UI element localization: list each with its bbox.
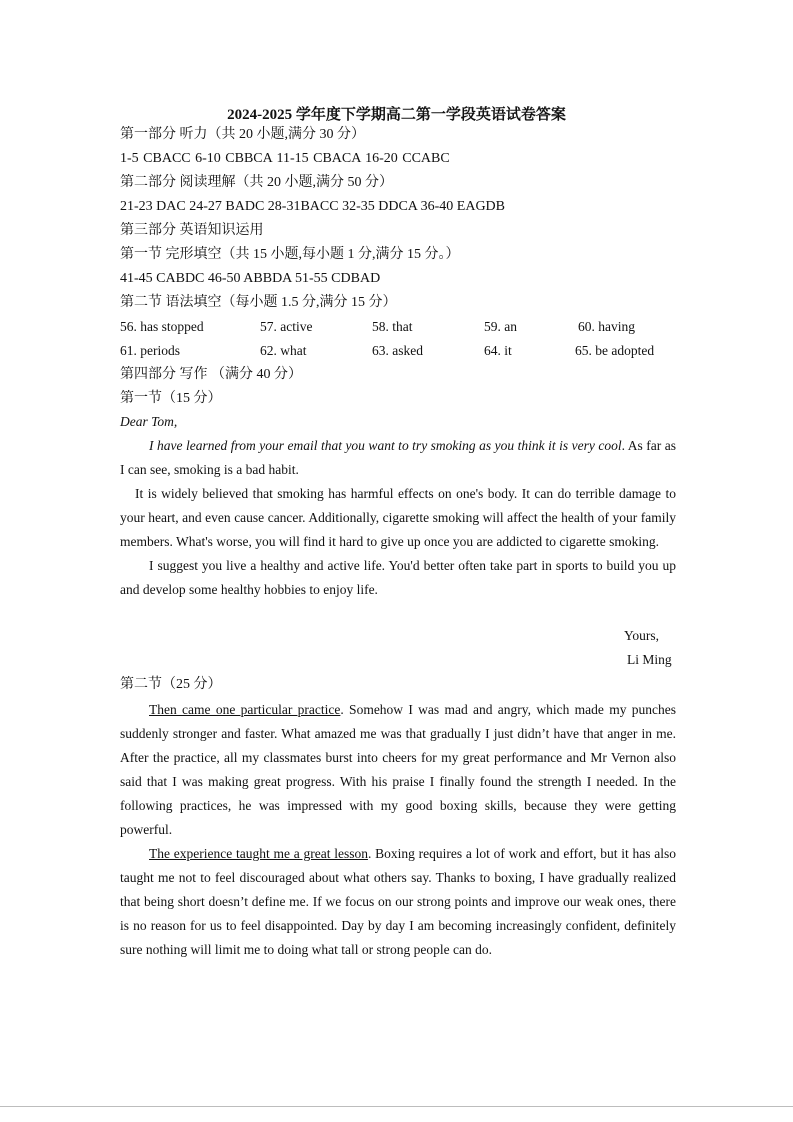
part1-heading: 第一部分 听力（共 20 小题,满分 30 分） [120, 127, 365, 142]
letter-opening-rest: . As far as I can see, smoking is a bad habit. [120, 438, 676, 477]
part2-heading: 第二部分 阅读理解（共 20 小题,满分 50 分） [120, 175, 393, 190]
part3-section2-heading: 第二节 语法填空（每小题 1.5 分,满分 15 分） [120, 295, 397, 310]
grammar-answer: 61. periods [120, 343, 180, 358]
grammar-answer: 58. that [372, 319, 413, 334]
letter-signature: Li Ming [627, 652, 672, 667]
grammar-answer: 60. having [578, 319, 635, 334]
part2-answers: 21-23 DAC 24-27 BADC 28-31BACC 32-35 DDCA 36-40 EAGDB [120, 199, 506, 214]
letter-closing: Yours, [624, 628, 660, 643]
story-topic-sentence: The experience taught me a great lesson [149, 846, 368, 861]
part3-heading: 第三部分 英语知识运用 [120, 223, 264, 238]
letter-paragraph [120, 434, 676, 482]
part3-section1-heading: 第一节 完形填空（共 15 小题,每小题 1 分,满分 15 分。） [120, 247, 460, 262]
grammar-answer: 63. asked [372, 343, 423, 358]
part4-section2-heading: 第二节（25 分） [120, 677, 222, 692]
story-paragraph [120, 842, 676, 962]
letter-paragraph: I suggest you live a healthy and active life. You'd better often take part in sports to build you up and develop some healthy hobbies to enjoy life. [120, 558, 676, 597]
part4-section1-heading: 第一节（15 分） [120, 391, 222, 406]
story-paragraph-text: . Somehow I was mad and angry, which made my punches suddenly stronger and faster. What amazed me was that gradually I just didn’t have that anger in me. After the practice, all my classmates burst into cheers for my great performance and Mr Vernon also said that I was making great progress. With his praise I finally found the strength I needed. In the following practices, he was impressed with my good boxing skills, because they were getting powerful. [120, 702, 676, 837]
story-paragraph-text: . Boxing requires a lot of work and effort, but it has also taught me not to feel discouraged about what others say. Thanks to boxing, I have gradually realized that being short doesn’t define me. If we focus on our strong points and improve our weak ones, there is no reason for us to feel disappointed. Day by day I am becoming increasingly confident, definitely sure nothing will limit me to doing what tall or strong people can do. [120, 846, 676, 957]
story-paragraph [120, 698, 676, 842]
grammar-answer: 57. active [260, 319, 313, 334]
grammar-answer: 65. be adopted [575, 343, 655, 358]
page-title: 2024-2025 学年度下学期高二第一学段英语试卷答案 [227, 107, 566, 123]
story-topic-sentence: Then came one particular practice [149, 702, 341, 717]
continuation-writing [120, 698, 676, 962]
letter-salutation: Dear Tom, [120, 414, 178, 429]
letter-paragraph: It is widely believed that smoking has harmful effects on one's body. It can do terrible damage to your heart, and even cause cancer. Additionally, cigarette smoking will affect the health of your family members. What's worse, you will find it hard to give up once you are addicted to cigarette smoking. [120, 486, 676, 549]
page-bottom-divider [0, 1106, 793, 1107]
part1-answers: 1-5 CBACC 6-10 CBBCA 11-15 CBACA 16-20 CCABC [120, 151, 450, 166]
grammar-answer: 62. what [260, 343, 307, 358]
part3-section1-answers: 41-45 CABDC 46-50 ABBDA 51-55 CDBAD [120, 271, 381, 286]
letter-body [120, 434, 676, 602]
grammar-answer: 64. it [484, 343, 512, 358]
letter-opening-italic: I have learned from your email that you want to try smoking as you think it is very cool [149, 438, 622, 453]
grammar-answer: 56. has stopped [120, 319, 204, 334]
grammar-answer: 59. an [484, 319, 517, 334]
part4-heading: 第四部分 写作 （满分 40 分） [120, 367, 302, 382]
